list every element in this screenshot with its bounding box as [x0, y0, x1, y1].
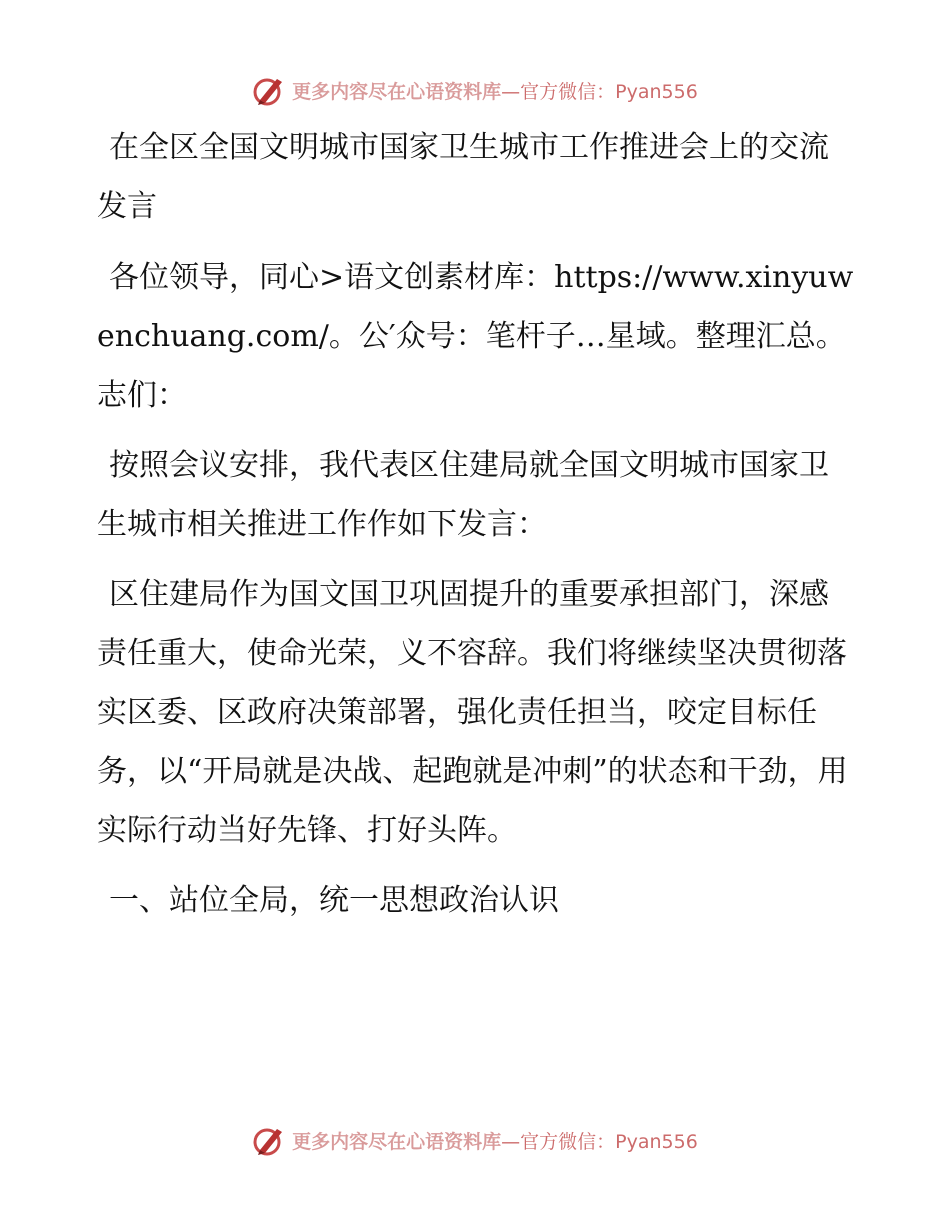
section-heading-1: 一、站位全局，统一思想政治认识 [109, 883, 559, 918]
pen-circle-icon [252, 73, 286, 107]
pen-circle-icon [252, 1123, 286, 1157]
body-paragraph-1: 按照会议安排，我代表区住建局就全国文明城市国家卫生城市相关推进工作作如下发言： [97, 448, 829, 542]
watermark-text: 更多内容尽在心语资料库—官方微信：Pyan556 [292, 1130, 698, 1153]
document-title: 在全区全国文明城市国家卫生城市工作推进会上的交流发言 [97, 130, 829, 224]
document-body [97, 118, 857, 941]
body-paragraph-2: 区住建局作为国文国卫巩固提升的重要承担部门，深感责任重大，使命光荣，义不容辞。我们将继续坚决贯彻落实区委、区政府决策部署，强化责任担当，咬定目标任务，以“开局就是决战、起跑就是冲刺”的状态和干劲，用实际行动当好先锋、打好头阵。 [97, 577, 848, 848]
footer-watermark [0, 1120, 950, 1160]
greeting-paragraph: 各位领导，同心>语文创素材库：https://www.xinyuwenchuang.com/。公′众号：笔杆子…星域。整理汇总。志们： [97, 260, 854, 413]
watermark-text: 更多内容尽在心语资料库—官方微信：Pyan556 [292, 80, 698, 103]
header-watermark [0, 70, 950, 110]
